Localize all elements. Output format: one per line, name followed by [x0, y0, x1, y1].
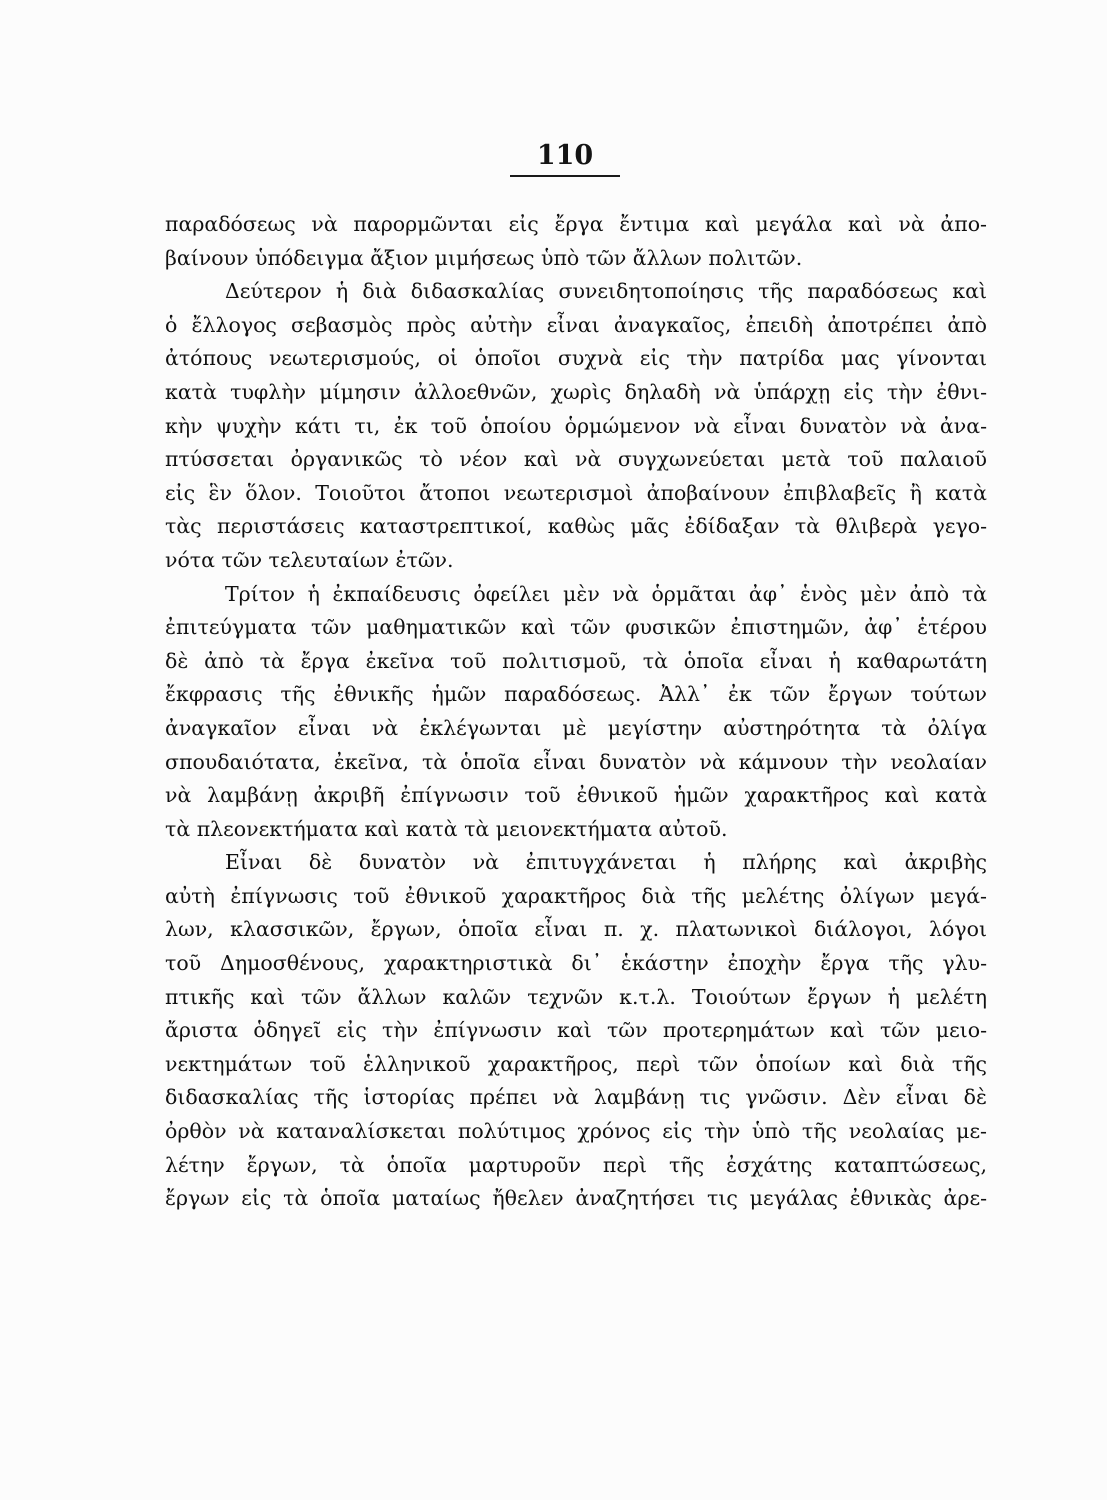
text-line: βαίνουν ὑπόδειγμα ἄξιον μιμήσεως ὑπὸ τῶν ἄλλων πολιτῶν. [165, 245, 803, 270]
page-number-rule [510, 175, 620, 177]
text-line: ἀναγκαῖον εἶναι νὰ ἐκλέγωνται μὲ μεγίστην αὐστηρότητα τὰ ὀλίγα [165, 715, 987, 740]
text-line: εἰς ἓν ὅλον. Τοιοῦτοι ἄτοποι νεωτερισμοὶ ἀποβαίνουν ἐπιβλαβεῖς ἢ κατὰ [165, 480, 987, 505]
text-line: πτικῆς καὶ τῶν ἄλλων καλῶν τεχνῶν κ.τ.λ. Τοιούτων ἔργων ἡ μελέτη [165, 984, 987, 1009]
body-text [165, 208, 987, 1216]
text-line: κὴν ψυχὴν κάτι τι, ἐκ τοῦ ὁποίου ὁρμώμενον νὰ εἶναι δυνατὸν νὰ ἀνα- [165, 413, 987, 438]
text-line: λων, κλασσικῶν, ἔργων, ὁποῖα εἶναι π. χ. πλατωνικοὶ διάλογοι, λόγοι [165, 917, 987, 942]
text-line: αὐτὴ ἐπίγνωσις τοῦ ἐθνικοῦ χαρακτῆρος διὰ τῆς μελέτης ὀλίγων μεγά- [165, 883, 987, 908]
text-line: δὲ ἀπὸ τὰ ἔργα ἐκεῖνα τοῦ πολιτισμοῦ, τὰ ὁποῖα εἶναι ἡ καθαρωτάτη [165, 648, 987, 673]
text-line: λέτην ἔργων, τὰ ὁποῖα μαρτυροῦν περὶ τῆς ἐσχάτης καταπτώσεως, [165, 1152, 987, 1177]
text-line: τὰ πλεονεκτήματα καὶ κατὰ τὰ μειονεκτήματα αὐτοῦ. [165, 816, 728, 841]
text-line: διδασκαλίας τῆς ἱστορίας πρέπει νὰ λαμβάνῃ τις γνῶσιν. Δὲν εἶναι δὲ [165, 1085, 987, 1110]
text-line: ἀτόπους νεωτερισμούς, οἱ ὁποῖοι συχνὰ εἰς τὴν πατρίδα μας γίνονται [165, 346, 987, 371]
text-line: νὰ λαμβάνῃ ἀκριβῆ ἐπίγνωσιν τοῦ ἐθνικοῦ ἡμῶν χαρακτῆρος καὶ κατὰ [165, 783, 987, 808]
text-line: ὁ ἔλλογος σεβασμὸς πρὸς αὐτὴν εἶναι ἀναγκαῖος, ἐπειδὴ ἀποτρέπει ἀπὸ [165, 312, 987, 337]
text-line: Εἶναι δὲ δυνατὸν νὰ ἐπιτυγχάνεται ἡ πλήρης καὶ ἀκριβὴς [225, 850, 987, 875]
text-line: ἔργων εἰς τὰ ὁποῖα ματαίως ἤθελεν ἀναζητήσει τις μεγάλας ἐθνικὰς ἀρε- [165, 1186, 987, 1211]
text-line: κατὰ τυφλὴν μίμησιν ἀλλοεθνῶν, χωρὶς δηλαδὴ νὰ ὑπάρχῃ εἰς τὴν ἐθνι- [165, 379, 987, 404]
text-line: πτύσσεται ὀργανικῶς τὸ νέον καὶ νὰ συγχωνεύεται μετὰ τοῦ παλαιοῦ [165, 447, 987, 472]
text-line: νότα τῶν τελευταίων ἐτῶν. [165, 547, 454, 572]
text-line: ἄριστα ὁδηγεῖ εἰς τὴν ἐπίγνωσιν καὶ τῶν προτερημάτων καὶ τῶν μειο- [165, 1018, 987, 1043]
text-line: σπουδαιότατα, ἐκεῖνα, τὰ ὁποῖα εἶναι δυνατὸν νὰ κάμνουν τὴν νεολαίαν [165, 749, 987, 774]
text-line: τὰς περιστάσεις καταστρεπτικοί, καθὼς μᾶς ἐδίδαξαν τὰ θλιβερὰ γεγο- [165, 514, 987, 539]
text-line: Δεύτερον ἡ διὰ διδασκαλίας συνειδητοποίησις τῆς παραδόσεως καὶ [225, 279, 987, 304]
text-line: τοῦ Δημοσθένους, χαρακτηριστικὰ δι᾽ ἑκάστην ἐποχὴν ἔργα τῆς γλυ- [165, 951, 987, 976]
text-line: νεκτημάτων τοῦ ἑλληνικοῦ χαρακτῆρος, περὶ τῶν ὁποίων καὶ διὰ τῆς [165, 1051, 987, 1076]
text-line: ἔκφρασις τῆς ἐθνικῆς ἡμῶν παραδόσεως. Ἀλλ᾽ ἐκ τῶν ἔργων τούτων [165, 682, 987, 707]
text-line: Τρίτον ἡ ἐκπαίδευσις ὀφείλει μὲν νὰ ὁρμᾶται ἀφ᾽ ἑνὸς μὲν ἀπὸ τὰ [225, 581, 987, 606]
text-line: ἐπιτεύγματα τῶν μαθηματικῶν καὶ τῶν φυσικῶν ἐπιστημῶν, ἀφ᾽ ἑτέρου [165, 615, 987, 640]
page-number: 110 [536, 140, 594, 171]
text-line: ὀρθὸν νὰ καταναλίσκεται πολύτιμος χρόνος εἰς τὴν ὑπὸ τῆς νεολαίας με- [165, 1119, 987, 1144]
text-line: παραδόσεως νὰ παρορμῶνται εἰς ἔργα ἔντιμα καὶ μεγάλα καὶ νὰ ἀπο- [165, 212, 987, 236]
